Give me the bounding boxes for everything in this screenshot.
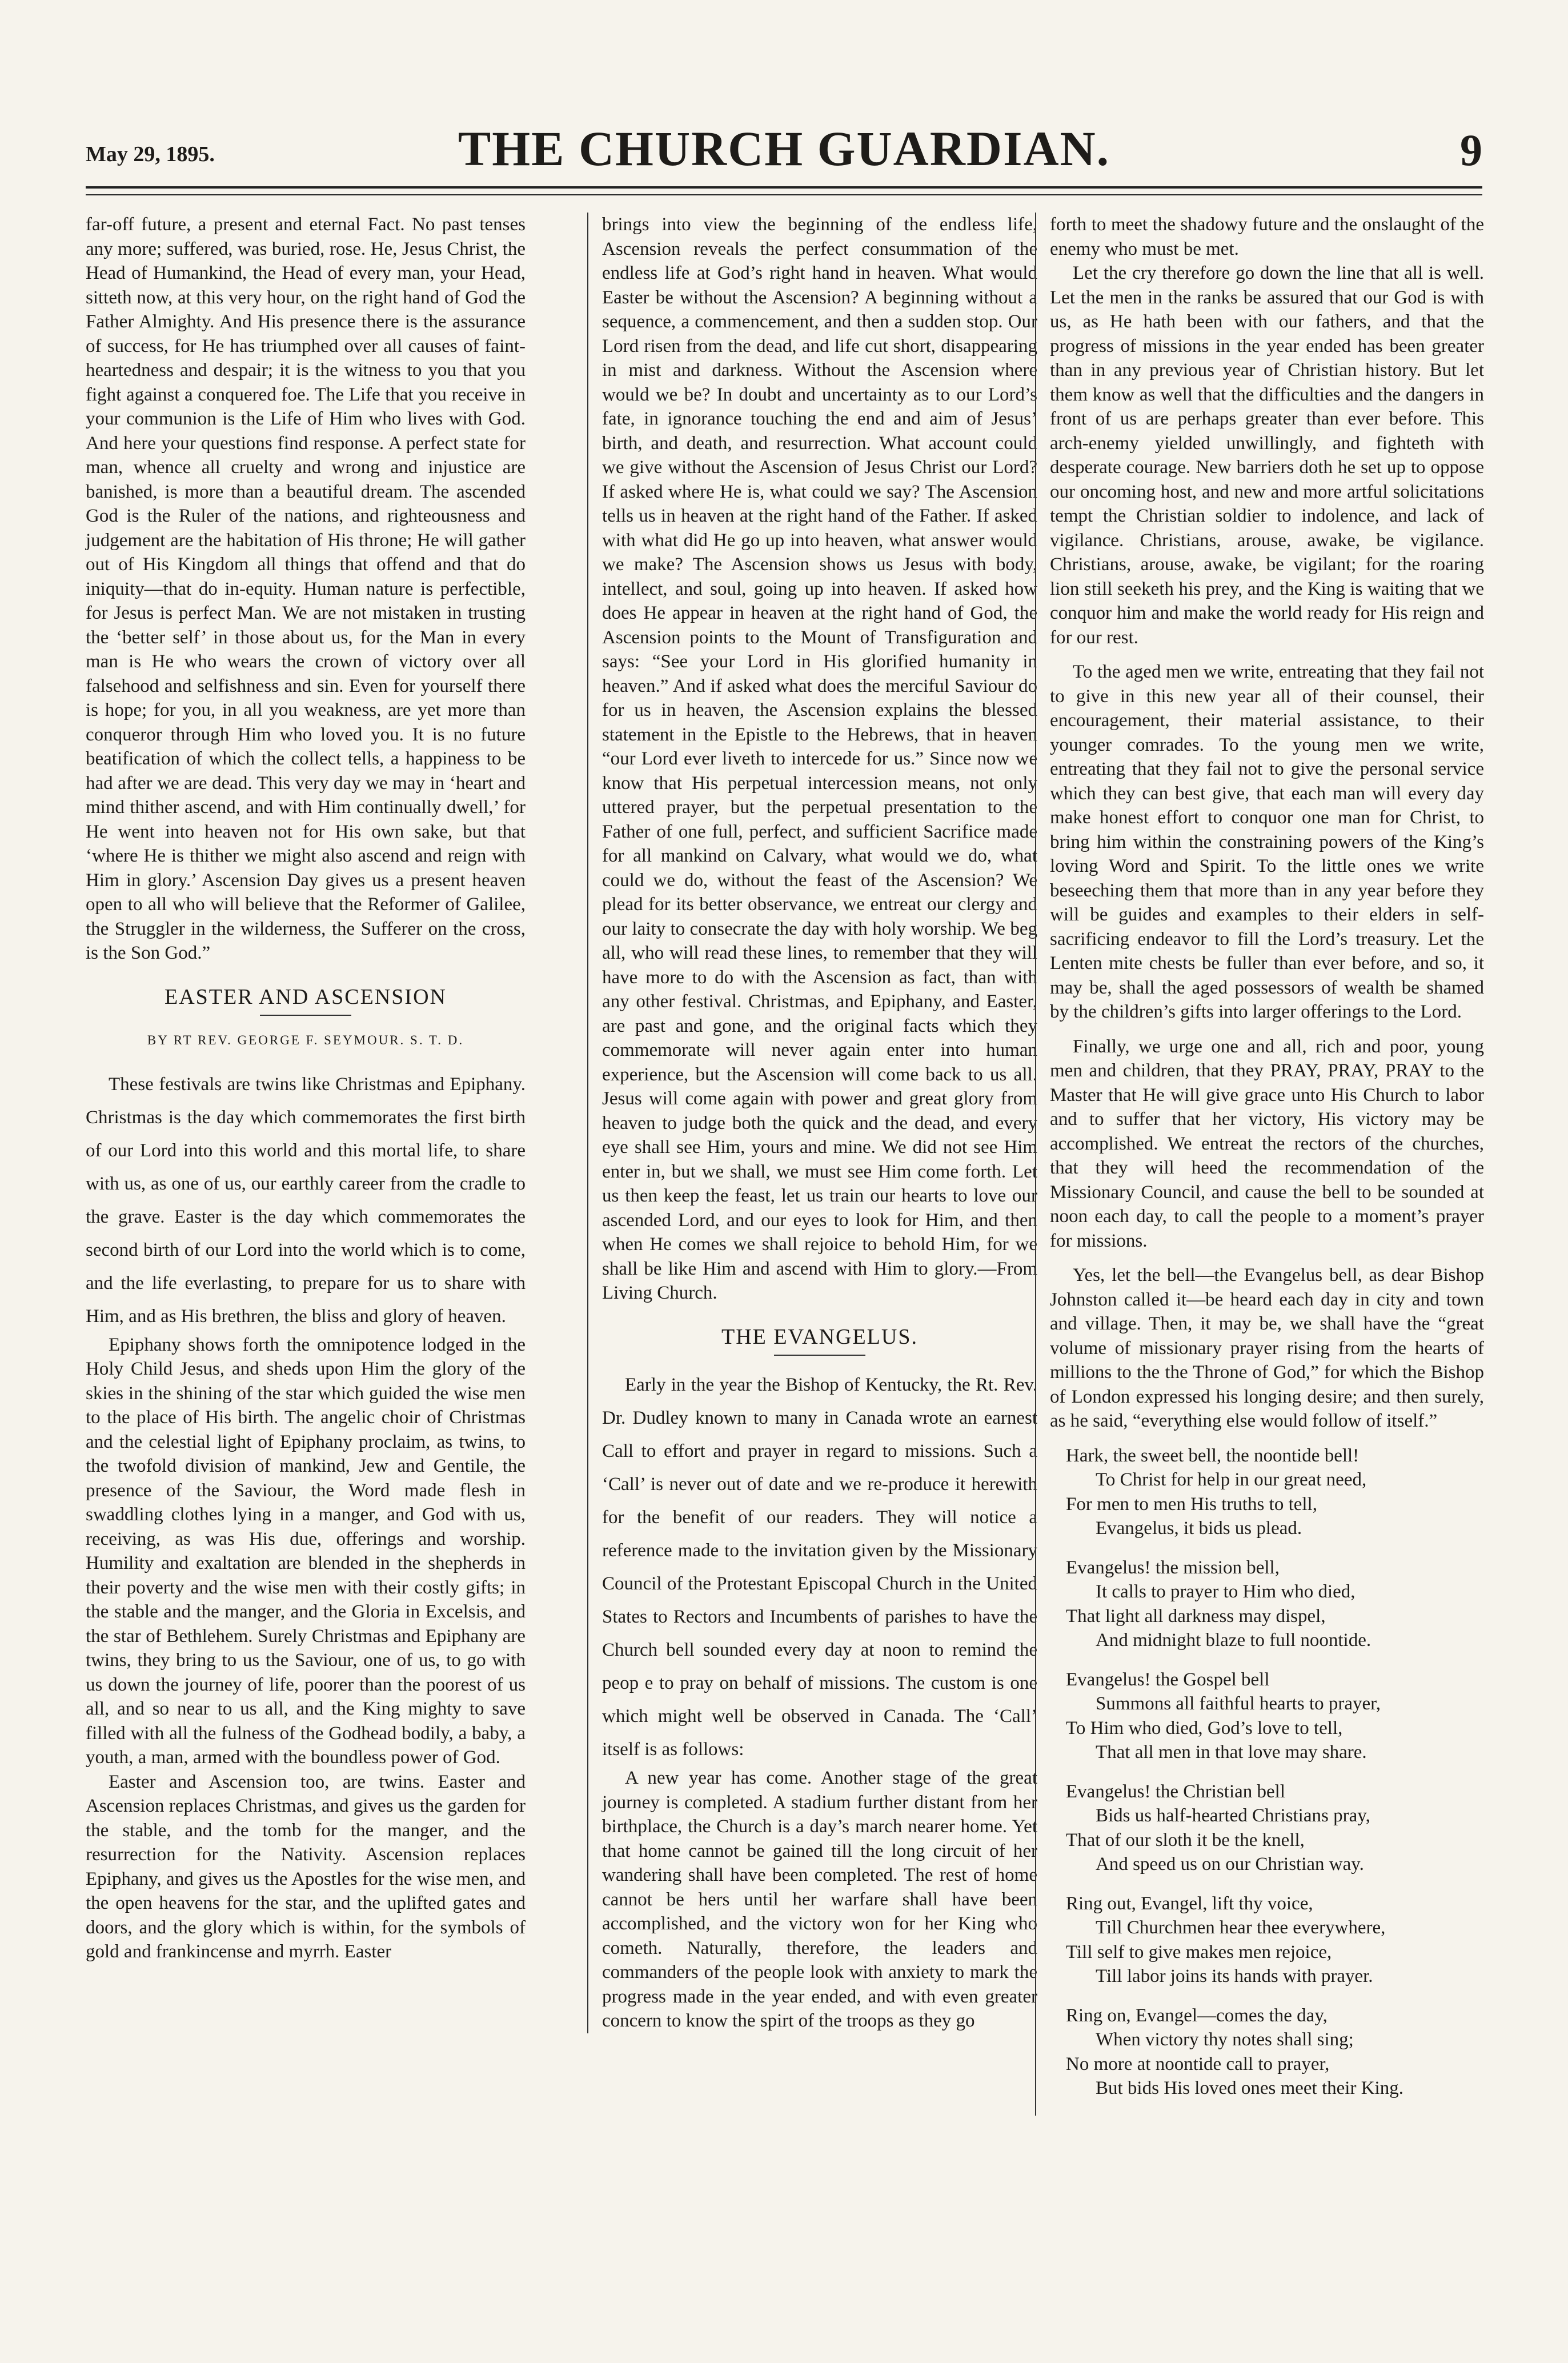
poem-line: Till Churchmen hear thee everywhere, (1096, 1917, 1386, 1938)
poem-line: Hark, the sweet bell, the noontide bell! (1066, 1445, 1360, 1466)
paragraph: Epiphany shows forth the omnipotence lodged in the Holy Child Jesus, and sheds upon Him the glory of the skies in the shining of the star which guided the wise men to the place of His birth. The angelic choir of Christmas and the celestial light of Epiphany proclaim, as twins, to the twofold division of mankind, Jew and Gentile, the presence of the Saviour, the Word made flesh in swaddling clothes lying in a manger, and God with us, receiving, as was His due, offerings and worship. Humility and exaltation are blended in the shepherds in their poverty and the wise men with their costly gifts; in the stable and the manger, and the Gloria in Excelsis, and the star of Bethlehem. Surely Christmas and Epiphany are twins, they bring to us the Saviour, one of us, to go with us down the journey of life, poorer than the poorest of us all, and so near to us all, and the King mighty to save filled with all the fulness of the Godhead bodily, a baby, a youth, a man, armed with the boundless power of God. (86, 1334, 526, 1768)
ascension-sermon-conclusion: far-off future, a present and eternal Fact. No past tenses any more; suffered, was buried, rose. He, Jesus Christ, the Head of Humankind, the Head of every man, your Head, sitteth now, at this very hour, on the right hand of God the Father Almighty. And His presence there is the assurance of success, for He has triumphed over all causes of faint-heartedness and despair; it is the witness to you that you fight against a conquered foe. The Life that you receive in your communion is the Life of Him who lives with God. And here your questions find response. A perfect state for man, whence all cruelty and wrong and injustice are banished, is more than a beautiful dream. The ascended God is the Ruler of the nations, and righteousness and judgement are the habitation of His throne; He will gather out of His Kingdom all things that offend and that do iniquity—that do in-equity. Human nature is perfectible, for Jesus is perfect Man. We are not mistaken in trusting the ‘better self’ in those about us, for the Man in every man is He who wears the crown of victory over all falsehood and selfishness and sin. Even for yourself there is hope; for you, in all you weakness, are yet more than conqueror through Him who loved you. It is no future beatification of which the collect tells, a happiness to be had after we are dead. This very day we may in ‘heart and mind thither ascend, and with Him continually dwell,’ for He went into heaven not for His own sake, but that ‘where He is thither we might also ascend and reign with Him in glory.’ Ascension Day gives us a present heaven open to all who will believe that the Reformer of Galilee, the Struggler in the wilderness, the Sufferer on the cross, is the Son God.” (86, 214, 526, 963)
poem-stanza (1066, 1780, 1484, 1877)
poem-stanza (1066, 1668, 1484, 1765)
column-2 (587, 213, 1037, 2033)
masthead-rule (86, 186, 1482, 195)
poem-line: Summons all faithful hearts to prayer, (1096, 1693, 1381, 1714)
article-heading-evangelus: THE EVANGELUS. (721, 1324, 918, 1349)
column-3 (1035, 213, 1484, 2116)
paragraph: brings into view the beginning of the endless life, Ascension reveals the perfect consummation of the endless life at God’s right hand in heaven. What would Easter be without the Ascension? A beginning without a sequence, a commencement, and then a sudden stop. Our Lord risen from the dead, and life cut short, disappearing in mist and darkness. Without the Ascension where would we be? In doubt and uncertainty as to our Lord’s fate, in ignorance touching the end and aim of Jesus’ birth, and death, and resurrection. What account could we give without the Ascension of Jesus Christ our Lord? If asked where He is, what could we say? The Ascension tells us in heaven at the right hand of the Father. If asked with what did He go up into heaven, what answer would we make? The Ascension shows us Jesus with body, intellect, and soul, going up into heaven. If asked how does He appear in heaven at the right hand of God, the Ascension points to the Mount of Transfiguration and says: “See your Lord in His glorified humanity in heaven.” And if asked what does the merciful Saviour do for us in heaven, the Ascension explains the blessed statement in the Epistle to the Hebrews, that in heaven “our Lord ever liveth to intercede for us.” Since now we know that His perpetual intercession means, not only uttered prayer, but the perpetual presentation to the Father of one full, perfect, and sufficient Sacrifice made for all mankind on Calvary, what would we do, what could we do, without the feast of the Ascension? We plead for its better observance, we entreat our clergy and our laity to consecrate the day with holy worship. We beg all, who will read these lines, to remember that they will have more to do with the Ascension as fact, than with any other festival. Christmas, and Epiphany, and Easter, are past and gone, and the original facts which they commemorate will never again enter into human experience, but the Ascension will come back to us all. Jesus will come again with power and great glory from heaven to judge both the quick and the dead, and every eye shall see Him, yours and mine. We did not see Him enter in, but we shall, we must see Him come forth. Let us then keep the feast, let us train our hearts to love our ascended Lord, and our eyes to look for Him, and then when He comes we shall rejoice to behold Him, for we shall be like Him and ascend with Him to glory.—From Living Church. (602, 214, 1037, 1303)
poem-stanza (1066, 2004, 1484, 2101)
poem-line: And midnight blaze to full noontide. (1096, 1630, 1372, 1651)
poem-line: Bids us half-hearted Christians pray, (1096, 1805, 1370, 1826)
poem-stanza (1066, 1556, 1484, 1653)
poem-line: Ring out, Evangel, lift thy voice, (1066, 1893, 1313, 1914)
paragraph: To the aged men we write, entreating that they fail not to give in this new year all of their counsel, their encouragement, their material assistance, to their younger comrades. To the young men we write, entreating that they fail not to give the personal service which they can best give, that each man will every day make honest effort to conquor one man for Christ, to bring him within the constraining powers of the King’s loving Word and Spirit. To the little ones we write beseeching them that more than in any year before they will be guides and examples to their elders in self-sacrificing endeavor to fill the Lord’s treasury. Let the Lenten mite chests be fuller than ever before, and so, it may be, shall the aged possessors of wealth be shamed by the children’s gifts into larger offerings to the Lord. (1050, 662, 1484, 1022)
article-byline: BY RT REV. GEORGE F. SEYMOUR. S. T. D. (147, 1033, 464, 1047)
poem-line: To Christ for help in our great need, (1096, 1469, 1367, 1490)
poem-line: Evangelus, it bids us plead. (1096, 1518, 1302, 1539)
column-1 (86, 213, 526, 1964)
paragraph: forth to meet the shadowy future and the onslaught of the enemy who must be met. (1050, 214, 1484, 259)
page-number: 9 (1460, 125, 1482, 175)
evangelus-poem (1050, 1444, 1484, 2101)
poem-line: And speed us on our Christian way. (1096, 1854, 1364, 1875)
paragraph: Finally, we urge one and all, rich and poor, young men and children, that they PRAY, PRAY, PRAY to the Master that He will give grace unto His Church to labor and to suffer that her victory, His victory may be accomplished. We entreat the rectors of the churches, that they will heed the recommendation of the Missionary Council, and cause the bell to be sounded at noon each day, to call the people to a moment’s prayer for missions. (1050, 1036, 1484, 1251)
poem-line: But bids His loved ones meet their King. (1096, 2078, 1403, 2098)
poem-line: To Him who died, God’s love to tell, (1066, 1717, 1343, 1739)
poem-line: Till labor joins its hands with prayer. (1096, 1966, 1373, 1986)
poem-line: That all men in that love may share. (1096, 1742, 1367, 1763)
poem-stanza (1066, 1892, 1484, 1989)
paragraph: Easter and Ascension too, are twins. Easter and Ascension replaces Christmas, and gives us the garden for the stable, and the tomb for the manger, and the resurrection for the Nativity. Ascension replaces Epiphany, and gives us the Apostles for the wise men, and the open heavens for the star, and the uplifted gates and doors, and the glory which is within, for the symbols of gold and frankincense and myrrh. Easter (86, 1771, 526, 1962)
poem-line: That light all darkness may dispel, (1066, 1605, 1326, 1627)
issue-date: May 29, 1895. (86, 142, 215, 166)
poem-line: Evangelus! the Gospel bell (1066, 1669, 1270, 1690)
paragraph: Early in the year the Bishop of Kentucky, the Rt. Rev. Dr. Dudley known to many in Canada wrote an earnest Call to effort and prayer in regard to missions. Such a ‘Call’ is never out of date and we re-produce it herewith for the benefit of our readers. They will notice a reference made to the invitation given by the Missionary Council of the Protestant Episcopal Church in the United States to Rectors and Incumbents of parishes to have the Church bell sounded every day at noon to remind the peop e to pray on behalf of missions. The custom is one which might well be observed in Canada. The ‘Call’ itself is as follows: (602, 1375, 1037, 1760)
poem-line: It calls to prayer to Him who died, (1096, 1581, 1356, 1602)
newspaper-title: THE CHURCH GUARDIAN. (458, 121, 1110, 176)
poem-line: Evangelus! the mission bell, (1066, 1557, 1280, 1578)
paragraph: Yes, let the bell—the Evangelus bell, as dear Bishop Johnston called it—be heard each day in city and town and village. Then, it may be, we shall have the “great volume of missionary prayer rising from the hearts of millions to the the Throne of God,” for which the Bishop of London expressed his longing desire; and then surely, as he said, “everything else would follow of itself.” (1050, 1265, 1484, 1431)
poem-stanza (1066, 1444, 1484, 1541)
poem-line: For men to men His truths to tell, (1066, 1493, 1317, 1515)
poem-line: Till self to give makes men rejoice, (1066, 1941, 1332, 1963)
poem-line: When victory thy notes shall sing; (1096, 2029, 1354, 2050)
paragraph: Let the cry therefore go down the line that all is well. Let the men in the ranks be assured that our God is with us, as He hath been with our fathers, and that the progress of missions in the year ended has been greater than in any previous year of Christian history. But let them know as well that the difficulties and the dangers in front of us are perhaps greater than ever before. This arch-enemy yielded unwillingly, and fighteth with desperate courage. New barriers doth he set up to oppose our oncoming host, and new and more artful solicitations tempt the Christian soldier to indolence, and lack of vigilance. Christians, arouse, awake, be vigilance. Christians, arouse, awake, be vigilant; for the roaring lion still seeketh his prey, and the King is waiting that we conquor him and make the world ready for His reign and for our rest. (1050, 263, 1484, 648)
paragraph: A new year has come. Another stage of the great journey is completed. A stadium further distant from her birthplace, the Church is a day’s march nearer home. Yet that home cannot be gained till the long circuit of her wandering shall have been completed. The rest of home cannot be hers until her warfare shall have been accomplished, and the victory won for her King who cometh. Naturally, therefore, the leaders and commanders of the people look with anxiety to mark the progress made in the year ended, and with even greater concern to know the spirt of the troops as they go (602, 1768, 1037, 2031)
masthead (86, 114, 1482, 177)
poem-line: That of our sloth it be the knell, (1066, 1829, 1305, 1851)
heading-rule (260, 1015, 351, 1016)
heading-rule (774, 1355, 865, 1356)
poem-line: No more at noontide call to prayer, (1066, 2053, 1330, 2074)
poem-line: Evangelus! the Christian bell (1066, 1781, 1285, 1802)
poem-line: Ring on, Evangel—comes the day, (1066, 2005, 1328, 2026)
article-heading-easter-ascension: EASTER AND ASCENSION (165, 984, 447, 1009)
paragraph: These festivals are twins like Christmas and Epiphany. Christmas is the day which commemorates the first birth of our Lord into this world and this mortal life, to share with us, as one of us, our earthly career from the cradle to the grave. Easter is the day which commemorates the second birth of our Lord into the world which is to come, and the life everlasting, to prepare for us to share with Him, and as His brethren, the bliss and glory of heaven. (86, 1074, 526, 1327)
